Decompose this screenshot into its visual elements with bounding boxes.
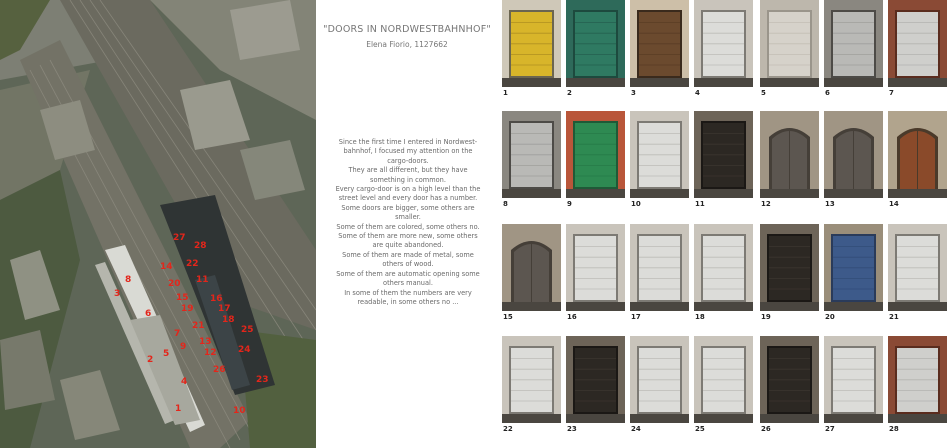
door-photo-9: [566, 111, 625, 198]
door-image-2: [566, 0, 625, 87]
door-label-22: 22: [503, 425, 513, 433]
map-number-25: 25: [241, 325, 254, 335]
door-label-5: 5: [761, 89, 766, 97]
door-photo-15: [502, 224, 561, 311]
door-image-19: [760, 224, 819, 311]
map-number-1: 1: [175, 404, 182, 414]
door-image-24: [630, 336, 689, 423]
map-number-4: 4: [181, 377, 188, 387]
map-number-19: 19: [181, 304, 194, 314]
map-number-24: 24: [238, 345, 251, 355]
door-image-20: [824, 224, 883, 311]
door-photo-23: [566, 336, 625, 423]
map-number-23: 23: [256, 375, 269, 385]
description-line-3: Every cargo-door is on a high level than the street level and every door has a number.: [335, 185, 481, 203]
map-number-27: 27: [173, 233, 186, 243]
map-number-21: 21: [192, 321, 205, 331]
map-number-10: 10: [233, 406, 246, 416]
door-image-1: [502, 0, 561, 87]
description-line-1: Since the first time I entered in Nordwest-bahnhof, I focused my attention on the cargo-doors.: [338, 138, 478, 165]
door-label-12: 12: [761, 200, 771, 208]
map-number-20: 20: [168, 279, 181, 289]
door-image-13: [824, 111, 883, 198]
door-photo-21: [888, 224, 947, 311]
door-photo-6: [824, 0, 883, 87]
door-image-3: [630, 0, 689, 87]
door-image-12: [760, 111, 819, 198]
door-image-26: [760, 336, 819, 423]
door-photo-27: [824, 336, 883, 423]
door-label-23: 23: [567, 425, 577, 433]
description-line-8: Some of them are automatic opening some others manual.: [336, 269, 480, 288]
door-label-11: 11: [695, 200, 705, 208]
map-number-12: 12: [204, 348, 217, 358]
door-label-2: 2: [567, 89, 572, 97]
door-image-4: [694, 0, 753, 87]
door-photo-28: [888, 336, 947, 423]
door-image-18: [694, 224, 753, 311]
door-photo-22: [502, 336, 561, 423]
door-photo-17: [630, 224, 689, 311]
map-number-8: 8: [125, 275, 132, 285]
description-line-2: They are all different, but they have something in common.: [348, 166, 468, 184]
map-number-2: 2: [147, 355, 154, 365]
door-label-1: 1: [503, 89, 508, 97]
door-label-17: 17: [631, 313, 641, 321]
map-number-14: 14: [160, 262, 173, 272]
door-label-9: 9: [567, 200, 572, 208]
aerial-photo: [0, 0, 316, 448]
description-line-9: In some of them the numbers are very readable, in some others no ...: [344, 288, 472, 306]
door-image-5: [760, 0, 819, 87]
map-number-16: 16: [210, 294, 223, 304]
door-label-10: 10: [631, 200, 641, 208]
door-image-25: [694, 336, 753, 423]
door-photo-3: [630, 0, 689, 87]
door-label-25: 25: [695, 425, 705, 433]
door-photo-24: [630, 336, 689, 423]
door-label-26: 26: [761, 425, 771, 433]
map-number-15: 15: [176, 293, 189, 303]
description-line-5: Some of them are colored, some others no.: [336, 222, 480, 231]
door-photo-26: [760, 336, 819, 423]
door-photo-5: [760, 0, 819, 87]
author-line: Elena Fiorio, 1127662: [366, 40, 448, 49]
page-title: "DOORS IN NORDWESTBAHNHOF": [323, 24, 491, 35]
door-label-8: 8: [503, 200, 508, 208]
door-label-4: 4: [695, 89, 700, 97]
map-number-5: 5: [163, 349, 170, 359]
door-image-21: [888, 224, 947, 311]
description-line-4: Some doors are bigger, some others are smaller.: [341, 203, 475, 222]
door-photo-1: [502, 0, 561, 87]
door-photo-18: [694, 224, 753, 311]
door-photo-12: [760, 111, 819, 198]
door-image-17: [630, 224, 689, 311]
door-image-10: [630, 111, 689, 198]
description-text: [334, 138, 482, 307]
aerial-map: [0, 0, 316, 448]
door-image-15: [502, 224, 561, 311]
door-photo-20: [824, 224, 883, 311]
door-image-23: [566, 336, 625, 423]
door-photo-11: [694, 111, 753, 198]
door-label-28: 28: [889, 425, 899, 433]
door-image-9: [566, 111, 625, 198]
door-label-16: 16: [567, 313, 577, 321]
map-number-11: 11: [196, 275, 209, 285]
door-label-14: 14: [889, 200, 899, 208]
door-image-14: [888, 111, 947, 198]
door-photo-8: [502, 111, 561, 198]
door-label-21: 21: [889, 313, 899, 321]
door-photo-19: [760, 224, 819, 311]
map-number-17: 17: [218, 304, 231, 314]
map-number-28: 28: [194, 241, 207, 251]
door-image-22: [502, 336, 561, 423]
map-number-22: 22: [186, 259, 199, 269]
door-label-20: 20: [825, 313, 835, 321]
map-number-7: 7: [174, 329, 181, 339]
door-image-27: [824, 336, 883, 423]
door-label-19: 19: [761, 313, 771, 321]
map-number-13: 13: [199, 337, 212, 347]
map-number-6: 6: [145, 309, 152, 319]
door-photo-14: [888, 111, 947, 198]
door-photo-13: [824, 111, 883, 198]
map-number-9: 9: [180, 342, 187, 352]
door-image-11: [694, 111, 753, 198]
door-image-8: [502, 111, 561, 198]
map-number-26: 26: [213, 365, 226, 375]
door-image-28: [888, 336, 947, 423]
text-panel: [316, 0, 498, 448]
door-label-13: 13: [825, 200, 835, 208]
door-photo-10: [630, 111, 689, 198]
description-line-6: Some of them are more new, some others are quite abandoned.: [338, 232, 478, 250]
door-photo-2: [566, 0, 625, 87]
door-label-27: 27: [825, 425, 835, 433]
door-label-18: 18: [695, 313, 705, 321]
door-label-15: 15: [503, 313, 513, 321]
description-line-7: Some of them are made of metal, some others of wood.: [342, 250, 474, 269]
door-photo-25: [694, 336, 753, 423]
door-photo-7: [888, 0, 947, 87]
door-photo-4: [694, 0, 753, 87]
door-label-3: 3: [631, 89, 636, 97]
map-number-18: 18: [222, 315, 235, 325]
door-image-6: [824, 0, 883, 87]
door-label-7: 7: [889, 89, 894, 97]
door-label-6: 6: [825, 89, 830, 97]
door-label-24: 24: [631, 425, 641, 433]
door-photo-16: [566, 224, 625, 311]
map-number-3: 3: [114, 289, 121, 299]
door-image-7: [888, 0, 947, 87]
door-image-16: [566, 224, 625, 311]
